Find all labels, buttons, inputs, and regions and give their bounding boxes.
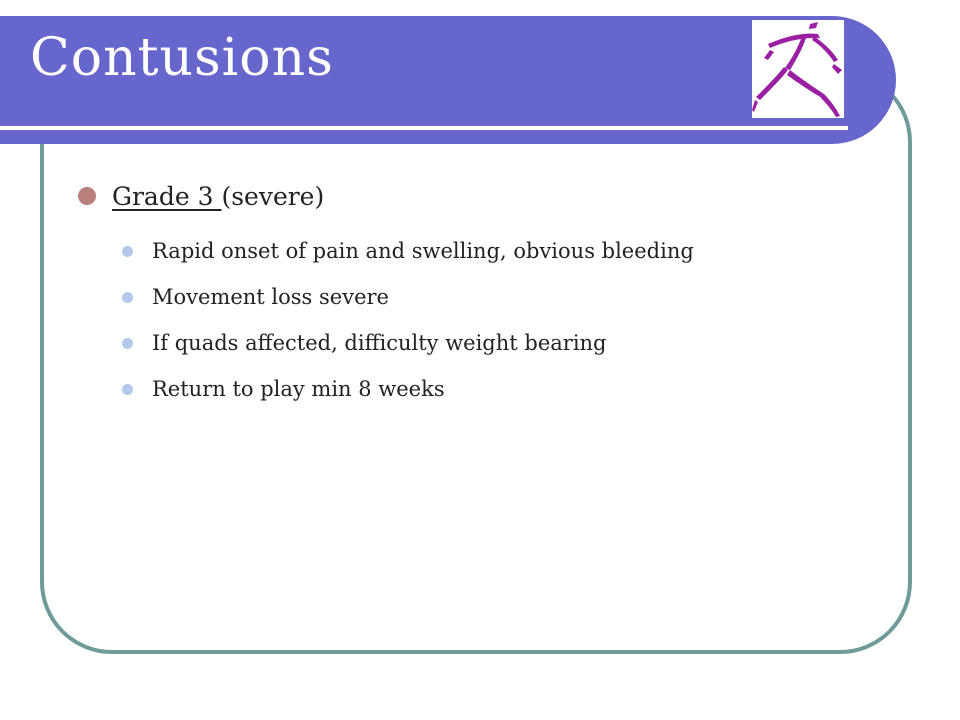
sub-bullet-dot [122, 384, 133, 395]
main-bullet-rest: (severe) [221, 181, 325, 211]
slide-content [78, 176, 878, 412]
sub-bullet [122, 320, 878, 366]
bullet-dot [78, 187, 96, 205]
title-underline [0, 126, 848, 130]
sub-bullet [122, 274, 878, 320]
sub-bullet [122, 366, 878, 412]
sub-bullet [122, 228, 878, 274]
running-figure-icon [752, 20, 844, 118]
slide-title: Contusions [30, 28, 334, 88]
main-bullet-underlined: Grade 3 [112, 181, 222, 211]
sub-bullet-text: Movement loss severe [152, 285, 389, 309]
sub-bullet-dot [122, 338, 133, 349]
sub-bullet-text: If quads affected, difficulty weight bearing [152, 331, 607, 355]
sub-bullet-dot [122, 246, 133, 257]
main-bullet [78, 176, 878, 216]
sub-bullet-list [78, 228, 878, 412]
main-bullet-text [112, 182, 324, 211]
sub-bullet-dot [122, 292, 133, 303]
running-figure-logo [752, 20, 844, 118]
sub-bullet-text: Return to play min 8 weeks [152, 377, 445, 401]
sub-bullet-text: Rapid onset of pain and swelling, obvious bleeding [152, 239, 694, 263]
